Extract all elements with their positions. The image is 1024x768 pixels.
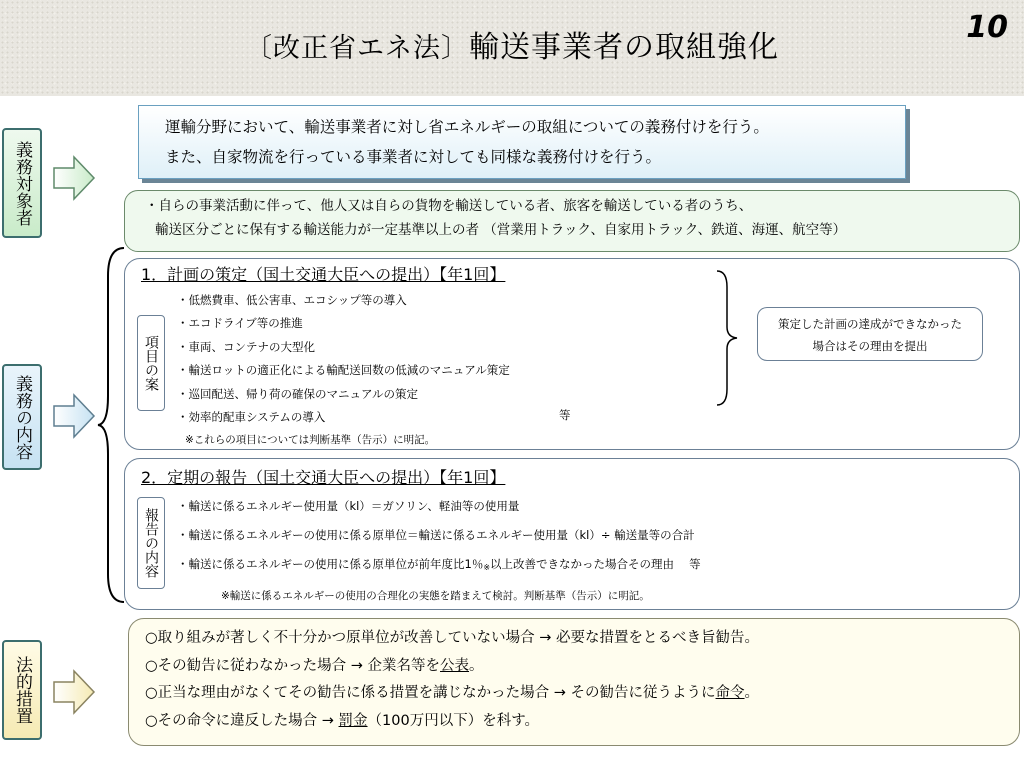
list-item: ・低燃費車、低公害車、エコシップ等の導入 (177, 293, 407, 307)
list-item: ・エコドライブ等の推進 (177, 316, 303, 331)
side-label-target: 義務対象者 (2, 128, 42, 238)
page-title (0, 22, 1024, 66)
list-item: ・輸送に係るエネルギー使用量（kl）＝ガソリン、軽油等の使用量 (177, 499, 520, 513)
legal-measures-box (128, 618, 1020, 746)
legal-line-4 (145, 708, 1019, 736)
page-number: 10 (966, 10, 1008, 45)
right-brace-icon (715, 269, 739, 407)
legal-line-3 (145, 680, 1019, 708)
legal-line-2-end: 。 (469, 657, 484, 674)
intro-box (138, 105, 906, 179)
left-brace-icon (96, 246, 126, 604)
legal-line-4-end: （100万円以下）を科す。 (367, 712, 540, 729)
scope-line-1: ・自らの事業活動に伴って、他人又は自らの貨物を輸送している者、旅客を輸送している者のうち、 (145, 198, 753, 214)
arrow-right-icon (52, 668, 96, 716)
legal-line-2-text: ○その勧告に従わなかった場合 → 企業名等を (145, 657, 441, 674)
plan-note: ※これらの項目については判断基準（告示）に明記。 (185, 434, 436, 447)
title-main: 輸送事業者の取組強化 (469, 30, 779, 65)
scope-box (124, 190, 1020, 252)
report-note: ※輸送に係るエネルギーの使用の合理化の実態を踏まえて検討。判断基準（告示）に明記。 (221, 590, 650, 602)
arrow-right-icon (52, 392, 96, 440)
plan-items-list (177, 289, 510, 453)
legal-line-3-keyword: 命令 (715, 685, 745, 701)
side-label-content: 義務の内容 (2, 364, 42, 470)
section-report (124, 458, 1020, 610)
legal-line-2 (145, 653, 1019, 681)
legal-line-2-keyword: 公表 (440, 657, 470, 674)
legal-line-4-text: ○その命令に違反した場合 → (145, 712, 339, 729)
report-items-list (177, 492, 701, 611)
arrow-right-icon (52, 154, 96, 202)
report-item-3b: 以上改善できなかった場合その理由 等 (490, 557, 701, 571)
intro-line-1: 運輸分野において、輸送事業者に対し省エネルギーの取組についての義務付けを行う。 (165, 118, 769, 136)
legal-line-3-text: ○正当な理由がなくてその勧告に係る措置を講じなかった場合 → その勧告に従うように (145, 685, 716, 701)
list-item: ・輸送ロットの適正化による輸配送回数の低減のマニュアル策定 (177, 363, 510, 378)
plan-items-label: 項目の案 (137, 315, 165, 411)
title-bracket: 〔改正省エネ法〕 (245, 33, 469, 64)
report-item-3a: ・輸送に係るエネルギーの使用に係る原単位が前年度比1％ (177, 557, 484, 571)
section-plan-heading: 1．計画の策定（国土交通大臣への提出）【年1回】 (141, 265, 506, 284)
report-item-3-mark: ※ (483, 563, 491, 572)
scope-line-2: 輸送区分ごとに保有する輸送能力が一定基準以上の者 （営業用トラック、自家用トラック、鉄道、海運、航空等） (155, 222, 847, 238)
plan-etc: 等 (559, 408, 571, 422)
list-item (177, 550, 701, 582)
report-content-label: 報告の内容 (137, 497, 165, 589)
section-plan (124, 258, 1020, 450)
list-item: ・効率的配車システムの導入 (177, 410, 326, 425)
intro-line-2: また、自家物流を行っている事業者に対しても同様な義務付けを行う。 (165, 148, 662, 166)
side-label-legal: 法的措置 (2, 640, 42, 740)
reason-box (757, 307, 983, 361)
legal-line-4-keyword: 罰金 (338, 712, 368, 729)
legal-line-1: ○取り組みが著しく不十分かつ原単位が改善していない場合 → 必要な措置をとるべき旨勧告。 (145, 630, 760, 646)
reason-line-2: 場合はその理由を提出 (812, 339, 928, 353)
list-item: ・巡回配送、帰り荷の確保のマニュアルの策定 (177, 386, 419, 401)
section-report-heading: 2．定期の報告（国土交通大臣への提出）【年1回】 (141, 468, 506, 487)
list-item: ・車両、コンテナの大型化 (177, 339, 315, 354)
reason-line-1: 策定した計画の達成ができなかった (778, 317, 962, 331)
list-item: ・輸送に係るエネルギーの使用に係る原単位＝輸送に係るエネルギー使用量（kl）÷ 輸送量等の合計 (177, 528, 695, 542)
legal-line-3-end: 。 (744, 685, 760, 701)
